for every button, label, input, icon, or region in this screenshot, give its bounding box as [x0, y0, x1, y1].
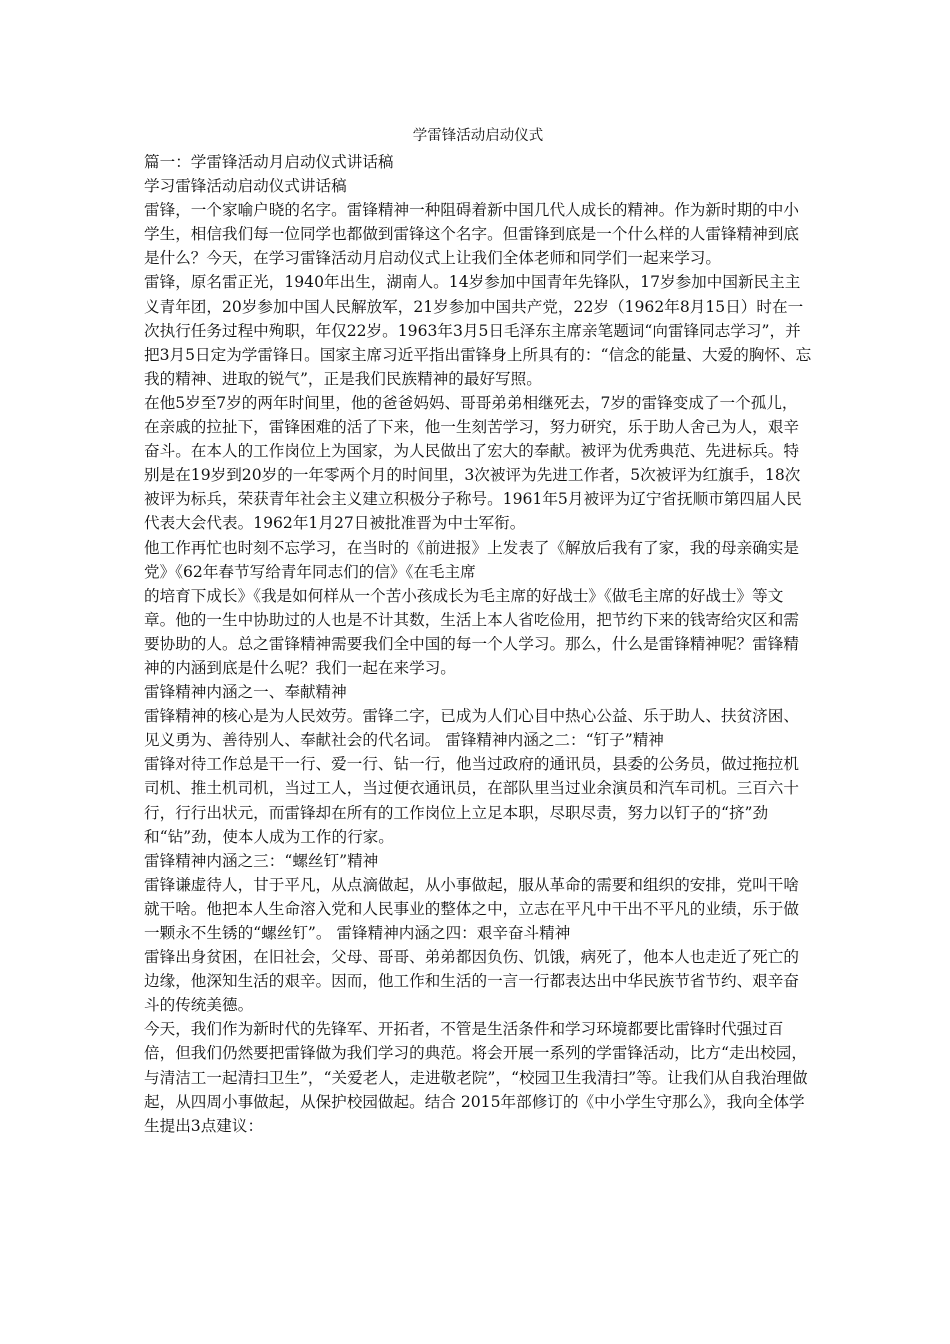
paragraph-3: 雷锋，一个家喻户晓的名字。雷锋精神一种阻碍着新中国几代人成长的精神。作为新时期的中小学生，相信我们每一位同学也都做到雷锋这个名字。但雷锋到底是一个什么样的人雷锋精神到底是什么？今天，在学习雷锋活动月启动仪式上让我们全体老师和同学们一起来学习。 — [144, 201, 799, 268]
document-page — [144, 124, 812, 1138]
paragraph-14: 今天，我们作为新时代的先锋军、开拓者，不管是生活条件和学习环境都要比雷锋时代强过百倍，但我们仍然要把雷锋做为我们学习的典范。将会开展一系列的学雷锋活动，比方“走出校园，与清洁工一起清扫卫生”，“关爱老人，走进敬老院”，“校园卫生我清扫”等。让我们从自我治理做起，从四周小事做起，从保护校园做起。结合 2015年部修订的《中小学生守那么》，我向全体学生提出3点建议： — [144, 1020, 808, 1135]
paragraph-6: 他工作再忙也时刻不忘学习，在当时的《前进报》上发表了《解放后我有了家，我的母亲确实是党》《62年春节写给青年同志们的信》《在毛主席 — [144, 538, 799, 581]
paragraph-7: 的培育下成长》《我是如何样从一个苦小孩成长为毛主席的好战士》《做毛主席的好战士》等文章。他的一生中协助过的人也是不计其数，生活上本人省吃俭用，把节约下来的钱寄给灾区和需要协助的人。总之雷锋精神需要我们全中国的每一个人学习。那么，什么是雷锋精神呢？雷锋精神的内涵到底是什么呢？我们一起在来学习。 — [144, 586, 799, 677]
paragraph-13: 雷锋出身贫困，在旧社会，父母、哥哥、弟弟都因负伤、饥饿，病死了，他本人也走近了死亡的边缘，他深知生活的艰辛。因而，他工作和生活的一言一行都表达出中华民族节省节约、艰辛奋斗的传统美德。 — [144, 948, 799, 1015]
paragraph-9: 雷锋精神的核心是为人民效劳。雷锋二字，已成为人们心目中热心公益、乐于助人、扶贫济困、见义勇为、善待别人、奉献社会的代名词。 雷锋精神内涵之二：“钉子”精神 — [144, 707, 799, 750]
document-title: 学雷锋活动启动仪式 — [412, 128, 544, 144]
paragraph-4: 雷锋，原名雷正光，1940年出生，湖南人。14岁参加中国青年先锋队，17岁参加中国新民主主义青年团，20岁参加中国人民解放军，21岁参加中国共产党，22岁（1962年8月15日）时在一次执行任务过程中殉职，年仅22岁。1963年3月5日毛泽东主席亲笔题词“向雷锋同志学习”，并把3月5日定为学雷锋日。国家主席习近平指出雷锋身上所具有的：“信念的能量、大爱的胸怀、忘我的精神、进取的锐气”，正是我们民族精神的最好写照。 — [144, 273, 812, 388]
paragraph-1: 篇一：学雷锋活动月启动仪式讲话稿 — [144, 153, 394, 171]
paragraph-8: 雷锋精神内涵之一、奉献精神 — [144, 683, 347, 702]
paragraph-10: 雷锋对待工作总是干一行、爱一行、钻一行，他当过政府的通讯员，县委的公务员，做过拖拉机司机、推土机司机，当过工人，当过便衣通讯员，在部队里当过业余演员和汽车司机。三百六十行，行行出状元，而雷锋却在所有的工作岗位上立足本职，尽职尽责，努力以钉子的“挤”劲和“钻”劲，使本人成为工作的行家。 — [144, 755, 799, 846]
paragraph-11: 雷锋精神内涵之三：“螺丝钉”精神 — [144, 851, 379, 870]
paragraph-12: 雷锋谦虚待人，甘于平凡，从点滴做起，从小事做起，服从革命的需要和组织的安排，党叫干啥就干啥。他把本人生命溶入党和人民事业的整体之中，立志在平凡中干出不平凡的业绩，乐于做一颗永不生锈的“螺丝钉”。 雷锋精神内涵之四：艰辛奋斗精神 — [144, 875, 799, 942]
paragraph-5: 在他5岁至7岁的两年时间里，他的爸爸妈妈、哥哥弟弟相继死去，7岁的雷锋变成了一个孤儿，在亲戚的拉扯下，雷锋困难的活了下来，他一生刻苦学习，努力研究，乐于助人舍己为人，艰辛奋斗。在本人的工作岗位上为国家，为人民做出了宏大的奉献。被评为优秀典范、先进标兵。特别是在19岁到20岁的一年零两个月的时间里，3次被评为先进工作者，5次被评为红旗手，18次被评为标兵，荣获青年社会主义建立积极分子称号。1961年5月被评为辽宁省抚顺市第四届人民代表大会代表。1962年1月27日被批准晋为中士军衔。 — [144, 393, 802, 533]
paragraph-2: 学习雷锋活动启动仪式讲话稿 — [144, 177, 347, 196]
